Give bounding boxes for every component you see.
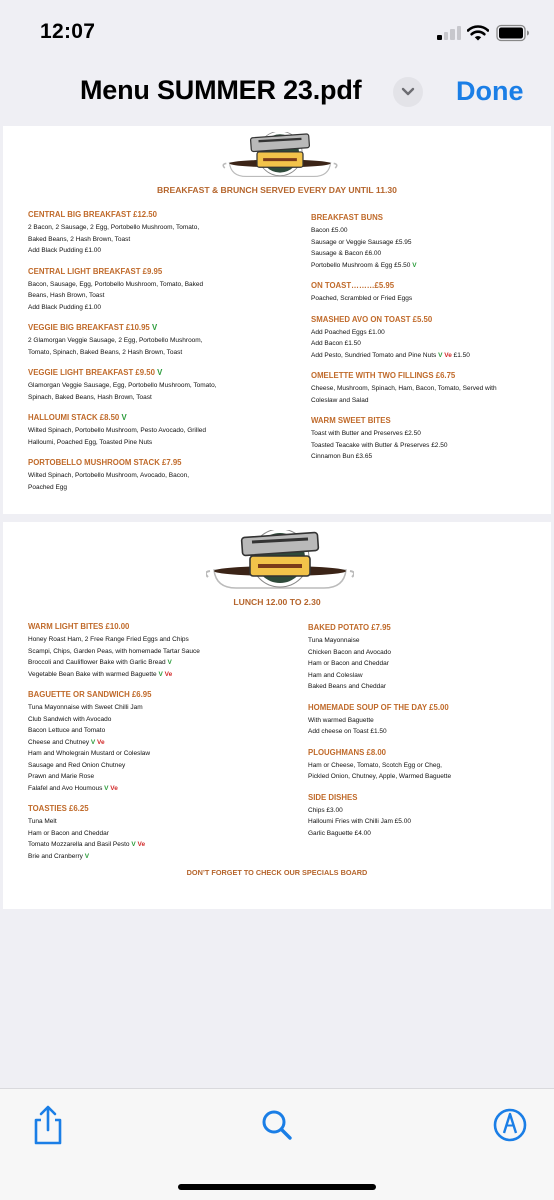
menu-section	[28, 689, 200, 794]
menu-item	[28, 828, 200, 840]
section-title-text: HOMEMADE SOUP OF THE DAY £5.00	[308, 702, 449, 712]
menu-item-text: Ham or Bacon and Cheddar	[308, 660, 389, 667]
menu-item	[308, 658, 451, 670]
menu-item	[28, 702, 200, 714]
menu-item-text: Add Black Pudding £1.00	[28, 303, 101, 311]
menu-item	[28, 245, 217, 257]
menu-item	[311, 338, 497, 350]
menu-item	[308, 726, 451, 738]
menu-item	[28, 437, 217, 449]
menu-item	[311, 237, 497, 249]
menu-item	[28, 839, 200, 851]
menu-item	[28, 725, 200, 737]
search-button[interactable]	[257, 1103, 297, 1147]
menu-item-text: Broccoli and Cauliflower Bake with Garlic Bread	[28, 659, 166, 666]
menu-item	[28, 760, 200, 772]
menu-section	[28, 412, 217, 448]
menu-item	[311, 451, 497, 463]
menu-item	[28, 714, 200, 726]
menu-section	[28, 367, 217, 403]
wifi-icon	[467, 24, 489, 42]
lunch-heading: LUNCH 12.00 TO 2.30	[233, 597, 321, 607]
menu-item	[308, 760, 451, 772]
menu-item-text: Sausage or Veggie Sausage £5.95	[311, 238, 412, 246]
section-title-text: BAKED POTATO £7.95	[308, 623, 391, 632]
title-menu-button[interactable]	[393, 77, 423, 107]
menu-item	[28, 657, 200, 669]
menu-item	[28, 771, 200, 783]
menu-item	[28, 748, 200, 760]
menu-item-text: Ham and Coleslaw	[308, 671, 363, 679]
menu-section	[28, 209, 217, 257]
menu-item-text: Bacon £5.00	[311, 227, 348, 234]
central-perk-logo	[221, 132, 339, 178]
status-bar	[0, 0, 554, 64]
menu-item-text: Wilted Spinach, Portobello Mushroom, Avocado, Bacon,	[28, 472, 190, 479]
menu-item-text: Baked Beans and Cheddar	[308, 683, 387, 690]
menu-item	[308, 635, 451, 647]
menu-item	[28, 816, 200, 828]
menu-item	[311, 440, 497, 452]
menu-item	[311, 350, 497, 362]
section-title	[28, 367, 217, 378]
menu-item-text: Toast with Butter and Preserves £2.50	[311, 430, 421, 437]
menu-item-text: Cheese and Chutney	[28, 738, 90, 746]
central-perk-logo	[206, 530, 354, 590]
menu-item	[308, 670, 451, 682]
section-title	[311, 280, 497, 291]
menu-item-text: 2 Glamorgan Veggie Sausage, 2 Egg, Portobello Mushroom,	[28, 337, 203, 344]
menu-column-left	[28, 209, 217, 502]
menu-section	[28, 621, 200, 680]
menu-item-text: Beans, Hash Brown, Toast	[28, 292, 105, 299]
section-title-text: WARM LIGHT BITES £10.00	[28, 622, 130, 631]
section-title	[311, 415, 497, 426]
menu-item	[308, 715, 451, 727]
vegan-badge: Ve	[97, 738, 105, 746]
menu-item-text: Honey Roast Ham, 2 Free Range Fried Eggs and Chips	[28, 636, 189, 643]
menu-item-text: Garlic Baguette £4.00	[308, 829, 371, 837]
section-title	[28, 412, 217, 423]
menu-item-text: Tuna Melt	[28, 818, 57, 825]
menu-item-text: Halloumi, Poached Egg, Toasted Pine Nuts	[28, 438, 153, 446]
menu-section	[28, 266, 217, 314]
section-title-text: SMASHED AVO ON TOAST £5.50	[311, 314, 433, 324]
vegetarian-badge: V	[157, 368, 163, 377]
pdf-page-2[interactable]	[3, 522, 551, 909]
section-title	[311, 370, 497, 381]
menu-item	[28, 234, 217, 246]
section-title-text: BREAKFAST BUNS	[311, 213, 383, 222]
menu-column-right	[311, 212, 497, 472]
status-time: 12:07	[40, 20, 96, 43]
vegan-badge: Ve	[137, 841, 146, 848]
vegetarian-badge: V	[90, 738, 96, 746]
specials-board-note: DON’T FORGET TO CHECK OUR SPECIALS BOARD	[186, 868, 368, 877]
menu-item-text: Chips £3.00	[308, 806, 343, 814]
menu-item	[311, 395, 497, 407]
done-button[interactable]: Done	[456, 76, 524, 106]
menu-item	[28, 783, 200, 795]
menu-section	[311, 415, 497, 463]
markup-pen-icon	[490, 1103, 530, 1147]
section-title-text: ON TOAST………£5.95	[311, 281, 395, 290]
menu-section	[311, 370, 497, 406]
menu-item	[308, 681, 451, 693]
menu-item	[308, 647, 451, 659]
menu-item-text: Poached Egg	[28, 483, 68, 491]
bottom-toolbar	[0, 1088, 554, 1200]
menu-section	[28, 457, 217, 493]
vegan-badge: Ve	[110, 784, 118, 792]
search-icon	[257, 1103, 297, 1147]
menu-item-text: Coleslaw and Salad	[311, 396, 369, 404]
section-title-text: TOASTIES £6.25	[28, 804, 89, 813]
menu-item-text: Cheese, Mushroom, Spinach, Ham, Bacon, Tomato, Served with	[311, 385, 497, 392]
section-title	[28, 322, 217, 333]
section-title-text: CENTRAL LIGHT BREAKFAST £9.95	[28, 266, 163, 276]
section-title	[28, 621, 200, 632]
menu-item-text: Ham and Wholegrain Mustard or Coleslaw	[28, 750, 151, 757]
section-title-text: WARM SWEET BITES	[311, 416, 391, 425]
section-title	[308, 747, 451, 758]
menu-section	[28, 322, 217, 358]
menu-item-text: Ham or Cheese, Tomato, Scotch Egg or Cheg,	[308, 761, 442, 769]
section-title	[28, 209, 217, 220]
vegetarian-badge: V	[84, 852, 90, 860]
menu-item	[311, 327, 497, 339]
home-indicator[interactable]	[178, 1184, 376, 1190]
markup-button[interactable]	[490, 1103, 530, 1147]
menu-item-text: Baked Beans, 2 Hash Brown, Toast	[28, 235, 131, 243]
section-title	[28, 266, 217, 277]
menu-item-text: Glamorgan Veggie Sausage, Egg, Portobello Mushroom, Tomato,	[28, 382, 217, 389]
menu-item	[308, 771, 451, 783]
menu-item	[311, 248, 497, 260]
menu-item	[28, 646, 200, 658]
menu-item	[28, 851, 200, 863]
menu-item-text: Bacon, Sausage, Egg, Portobello Mushroom, Tomato, Baked	[28, 280, 204, 288]
share-icon	[28, 1103, 68, 1147]
section-title	[311, 314, 497, 325]
menu-section	[308, 622, 451, 693]
section-title-text: OMELETTE WITH TWO FILLINGS £6.75	[311, 371, 456, 380]
menu-item	[28, 425, 217, 437]
menu-item-text: Tomato Mozzarella and Basil Pesto	[28, 841, 130, 848]
menu-section	[28, 803, 200, 862]
menu-item-text: Bacon Lettuce and Tomato	[28, 727, 106, 734]
menu-item-text: Poached, Scrambled or Fried Eggs	[311, 295, 413, 302]
vegetarian-badge: V	[438, 351, 443, 359]
section-title-text: PLOUGHMANS £8.00	[308, 747, 386, 757]
menu-item	[28, 302, 217, 314]
section-title	[308, 702, 451, 713]
menu-section	[311, 314, 497, 362]
section-title	[308, 792, 451, 803]
menu-item-text: Brie and Cranberry	[28, 852, 83, 860]
section-title-text: VEGGIE BIG BREAKFAST £10.95	[28, 323, 150, 332]
menu-item	[28, 392, 217, 404]
menu-item	[308, 816, 451, 828]
menu-item	[28, 737, 200, 749]
menu-item-text: Add cheese on Toast £1.50	[308, 728, 387, 735]
menu-item	[28, 482, 217, 494]
vegetarian-badge: V	[412, 261, 417, 269]
menu-item	[28, 347, 217, 359]
menu-item-price: £1.50	[451, 351, 470, 359]
section-title	[28, 457, 217, 468]
menu-item-text: Ham or Bacon and Cheddar	[28, 829, 109, 837]
menu-item-text: Sausage and Red Onion Chutney	[28, 761, 126, 769]
menu-item	[28, 669, 200, 681]
share-button[interactable]	[28, 1103, 68, 1147]
menu-item	[311, 260, 497, 272]
menu-item	[28, 290, 217, 302]
menu-section	[308, 747, 451, 783]
menu-item	[311, 383, 497, 395]
vegetarian-badge: V	[151, 323, 158, 332]
menu-item-text: Add Bacon £1.50	[311, 340, 361, 347]
vegan-badge: Ve	[164, 670, 173, 678]
vegetarian-badge: V	[131, 841, 136, 848]
document-title[interactable]: Menu SUMMER 23.pdf	[80, 75, 362, 105]
menu-item-text: Add Poached Eggs £1.00	[311, 328, 385, 336]
menu-item-text: Add Black Pudding £1.00	[28, 247, 101, 254]
vegetarian-badge: V	[104, 784, 109, 792]
breakfast-heading: BREAKFAST & BRUNCH SERVED EVERY DAY UNTIL 11.30	[157, 185, 397, 195]
section-title	[28, 689, 200, 700]
section-title-text: PORTOBELLO MUSHROOM STACK £7.95	[28, 458, 182, 467]
vegetarian-badge: V	[121, 413, 127, 422]
section-title-text: SIDE DISHES	[308, 792, 358, 802]
section-title-text: CENTRAL BIG BREAKFAST £12.50	[28, 210, 157, 219]
menu-item-text: Tuna Mayonnaise	[308, 637, 360, 644]
vegetarian-badge: V	[167, 659, 172, 666]
menu-item-text: Vegetable Bean Bake with warmed Baguette	[28, 670, 157, 678]
section-title-text: BAGUETTE OR SANDWICH £6.95	[28, 690, 152, 699]
menu-item	[28, 470, 217, 482]
section-title	[28, 803, 200, 814]
menu-section	[308, 702, 451, 738]
menu-item-text: Chicken Bacon and Avocado	[308, 648, 391, 656]
menu-item-text: Pickled Onion, Chutney, Apple, Warmed Baguette	[308, 773, 452, 780]
menu-section	[311, 280, 497, 305]
menu-item	[28, 222, 217, 234]
menu-item-text: Cinnamon Bun £3.65	[311, 453, 373, 460]
menu-item	[311, 428, 497, 440]
menu-item	[28, 279, 217, 291]
cellular-signal-icon	[437, 26, 463, 40]
menu-item-text: Prawn and Marie Rose	[28, 773, 95, 780]
menu-item-text: Toasted Teacake with Butter & Preserves £2.50	[311, 441, 448, 449]
section-title-text: HALLOUMI STACK £8.50	[28, 413, 120, 422]
section-title	[308, 622, 451, 633]
nav-bar	[0, 64, 554, 124]
menu-item-text: Portobello Mushroom & Egg £5.50	[311, 261, 411, 269]
menu-item-text: Falafel and Avo Houmous	[28, 784, 103, 792]
menu-item-text: Add Pesto, Sundried Tomato and Pine Nuts	[311, 351, 437, 359]
chevron-down-icon	[401, 86, 415, 98]
section-title	[311, 212, 497, 223]
menu-item	[28, 634, 200, 646]
menu-item-text: With warmed Baguette	[308, 716, 374, 724]
menu-column-left	[28, 621, 200, 871]
vegan-badge: Ve	[444, 351, 452, 359]
menu-item	[308, 805, 451, 817]
menu-item-text: Tuna Mayonnaise with Sweet Chilli Jam	[28, 704, 143, 711]
pdf-page-1[interactable]	[3, 126, 551, 514]
vegetarian-badge: V	[158, 670, 163, 678]
menu-item-text: Tomato, Spinach, Baked Beans, 2 Hash Brown, Toast	[28, 348, 183, 356]
battery-icon	[496, 24, 530, 42]
menu-column-right	[308, 622, 451, 848]
menu-item-text: Scampi, Chips, Garden Peas, with homemade Tartar Sauce	[28, 647, 200, 655]
menu-item	[308, 828, 451, 840]
menu-item-text: Wilted Spinach, Portobello Mushroom, Pesto Avocado, Grilled	[28, 427, 206, 434]
menu-item-text: Halloumi Fries with Chilli Jam £5.00	[308, 818, 411, 825]
section-title-text: VEGGIE LIGHT BREAKFAST £9.50	[28, 368, 155, 377]
menu-item	[311, 293, 497, 305]
menu-section	[311, 212, 497, 271]
menu-item	[28, 380, 217, 392]
menu-item	[311, 225, 497, 237]
menu-item-text: Club Sandwich with Avocado	[28, 715, 112, 723]
menu-item	[28, 335, 217, 347]
menu-section	[308, 792, 451, 840]
menu-item-text: 2 Bacon, 2 Sausage, 2 Egg, Portobello Mushroom, Tomato,	[28, 224, 200, 231]
menu-item-text: Spinach, Baked Beans, Hash Brown, Toast	[28, 393, 152, 401]
menu-item-text: Sausage & Bacon £6.00	[311, 250, 382, 257]
